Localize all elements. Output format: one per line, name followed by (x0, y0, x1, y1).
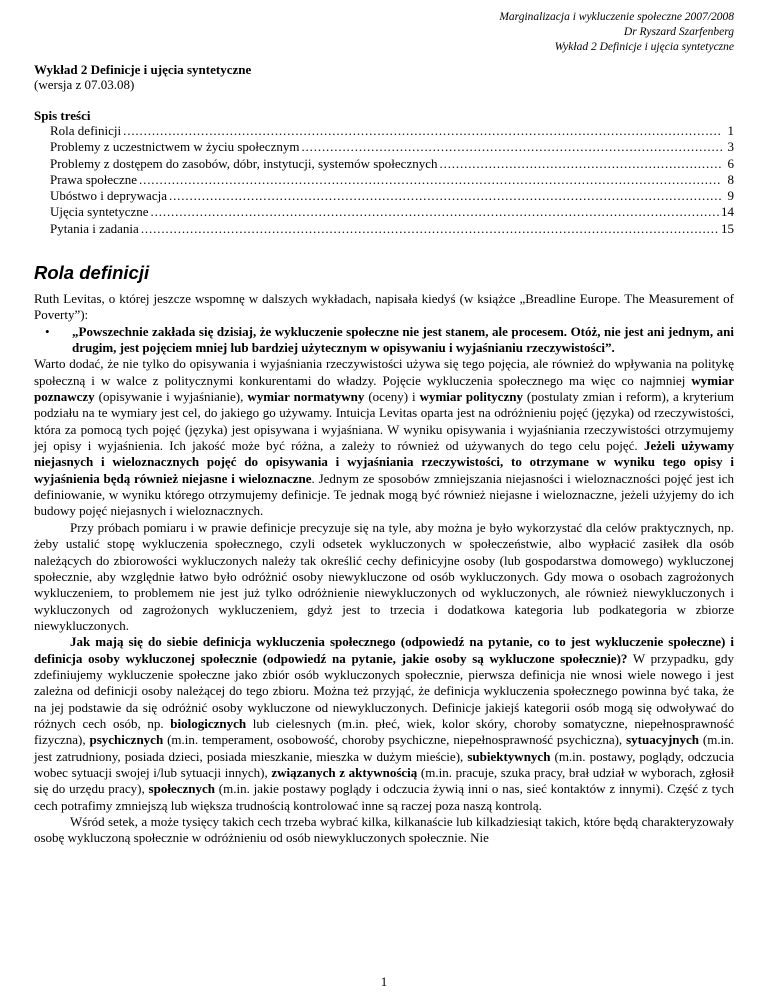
document-title: Wykład 2 Definicje i ujęcia syntetyczne (34, 62, 252, 77)
header-author: Dr Ryszard Szarfenberg (623, 26, 734, 38)
toc-leader (301, 139, 722, 155)
quote-text: „Powszechnie zakłada się dzisiaj, że wykluczenie społeczne nie jest stanem, ale procesem. Otóż, nie jest ani jednym, ani drugim, jest pojęciem mniej lub bardziej użytecznym w opisywaniu i wyjaśnianiu rzeczywistości”. (72, 323, 734, 356)
bullet-icon: • (45, 323, 50, 339)
header-course: Marginalizacja i wykluczenie społeczne 2007/2008 (499, 11, 734, 23)
toc-entry-page: 15 (721, 220, 734, 236)
header-lecture: Wykład 2 Definicje i ujęcia syntetyczne (554, 41, 734, 53)
toc-entry-page: 8 (727, 171, 734, 187)
toc-leader (141, 221, 719, 237)
toc-leader (440, 156, 723, 172)
section-heading: Rola definicji (34, 262, 150, 283)
toc-entry[interactable] (50, 204, 734, 220)
toc-entry[interactable] (50, 139, 734, 155)
toc-leader (139, 172, 722, 188)
toc-entry-label[interactable]: Ubóstwo i deprywacja (50, 188, 167, 204)
toc-entry-page: 3 (727, 139, 734, 155)
paragraph-4: Wśród setek, a może tysięcy takich cech trzeba wybrać kilka, kilkanaście lub kilkadziesiąt takich, które będą charakteryzowały osobę wykluczoną społecznie w odróżnieniu od osób niewykluczonych społecznie. Nie (34, 814, 734, 846)
toc-entry-label[interactable]: Pytania i zadania (50, 220, 139, 236)
toc-entry-page: 6 (727, 155, 734, 171)
paragraph-2: Przy próbach pomiaru i w prawie definicje precyzuje się na tyle, aby można je było wykorzystać dla celów praktycznych, np. żeby ustalić stopę wykluczenia społecznego, czyli odsetek wykluczonych w społeczeństwie, albo wypłacić zasiłek dla osób należących do zbiorowości wykluczonych należy tak określić cechy definicyjne osoby (lub gospodarstwa domowego) wykluczonej społecznie, aby względnie łatwo było odróżnić osoby niewykluczone od osób wykluczonych. Gdy mowa o osobach zagrożonych wykluczeniem, to problemem nie jest już tylko odróżnienie niewykluczonych od wykluczonych, ale również niewykluczonych i wykluczonych od zagrożonych wykluczeniem, gdyż jest to trzecia i dodatkowa kategoria lub podkategoria w zbiorze niewykluczonych. (34, 519, 734, 633)
intro-paragraph: Ruth Levitas, o której jeszcze wspomnę w dalszych wykładach, napisała kiedyś (w książce „Breadline Europe. The Measurement of Poverty”): (34, 291, 734, 323)
toc-entry-label[interactable]: Problemy z uczestnictwem w życiu społecznym (50, 139, 300, 155)
paragraph-1: Warto dodać, że nie tylko do opisywania i wyjaśniania rzeczywistości używa się tego pojęcia, ale również do wpływania na politykę społeczną i w walce z politycznymi konkurentami do władzy. Pojęcie wykluczenia społecznego ma więc co najmniej wymiar poznawczy (opisywanie i wyjaśnianie), wymiar normatywny (oceny) i wymiar polityczny (postulaty zmian i reform), a kryterium podziału na te wymiary jest cel, do jakiego go używamy. Intuicja Levitas oparta jest na odróżnieniu pojęć (języka) od rzeczywistości, która za pomocą tych pojęć (języka) jest opisywana i wyjaśniana. W wyniku opisywania i wyjaśniania rzeczywistości otrzymujemy jej opisy i wyjaśnienia. Ich jakość może być różna, a zależy to również od używanych do tego celu pojęć. Jeżeli używamy niejasnych i wieloznacznych pojęć do opisywania i wyjaśniania rzeczywistości, to otrzymane w wyniku tego opisy i wyjaśnienia będą również niejasne i wieloznaczne. Jednym ze sposobów zmniejszania niejasności i wieloznaczności pojęć jest ich definiowanie, w wyniku którego otrzymujemy definicje. Te jednak mogą być również niejasne i wieloznaczne, jeżeli użyjemy do ich budowy pojęć niejasnych i wieloznacznych. (34, 356, 735, 519)
toc-entry[interactable] (50, 123, 734, 139)
document-version: (wersja z 07.03.08) (34, 77, 135, 92)
toc-heading: Spis treści (34, 108, 91, 123)
toc-entry[interactable] (50, 172, 734, 188)
page-number: 1 (380, 974, 388, 989)
toc-entry-label[interactable]: Problemy z dostępem do zasobów, dóbr, instytucji, systemów społecznych (50, 155, 438, 171)
toc-entry-label[interactable]: Rola definicji (50, 123, 122, 138)
toc-entry[interactable] (50, 221, 734, 237)
toc-entry[interactable] (50, 156, 734, 172)
paragraph-3: Jak mają się do siebie definicja wykluczenia społecznego (odpowiedź na pytanie, co to jest wykluczenie społeczne) i definicja osoby wykluczonej społecznie (odpowiedź na pytanie, jakie osoby są wykluczone społecznie)? W przypadku, gdy zdefiniujemy wykluczenie społeczne jako zbiór osób wykluczonych społecznie, pierwsza definicja nie wnosi wiele nowego i jest zależna od definicji osoby należącej do tego zbioru. Można też przyjąć, że definicja wykluczenia społecznego powinna być taka, że na jej podstawie da się odróżnić osoby wykluczone od niewykluczonych. Definicje jakiejś kategorii osób mogą się odwoływać do różnych cech osób, np. biologicznych lub cielesnych (m.in. płeć, wiek, kolor skóry, choroby somatyczne, niepełnosprawność fizyczna), psychicznych (m.in. temperament, osobowość, choroby psychiczne, niepełnosprawność psychiczna), sytuacyjnych (m.in. jest zatrudniony, posiada dzieci, posiada mieszkanie, mieszka w dużym mieście), subiektywnych (m.in. postawy, poglądy, odczucia wobec sytuacji swojej i/lub sytuacji innych), związanych z aktywnością (m.in. pracuje, szuka pracy, brał udział w wyborach, zgłosił się do urzędu pracy), społecznych (m.in. jakie postawy poglądy i odczucia żywią inni o nas, sieć kontaktów z innymi). Część z tych cech potrafimy zmniejszą lub większa trudnością kontrolować inne są raczej poza naszą kontrolą. (34, 634, 734, 813)
toc-entry-page: 1 (727, 123, 734, 138)
quote-bullet (34, 324, 734, 357)
toc-entry-page: 14 (721, 204, 734, 220)
toc-leader (151, 204, 719, 220)
toc-entry[interactable] (50, 188, 734, 204)
toc-entry-label[interactable]: Ujęcia syntetyczne (50, 204, 149, 220)
toc-entry-page: 9 (727, 188, 734, 204)
toc-leader (123, 123, 722, 139)
toc-entry-label[interactable]: Prawa społeczne (50, 171, 137, 187)
toc-leader (169, 188, 722, 204)
section-body (34, 291, 734, 847)
table-of-contents (50, 123, 734, 237)
running-header (499, 10, 734, 55)
